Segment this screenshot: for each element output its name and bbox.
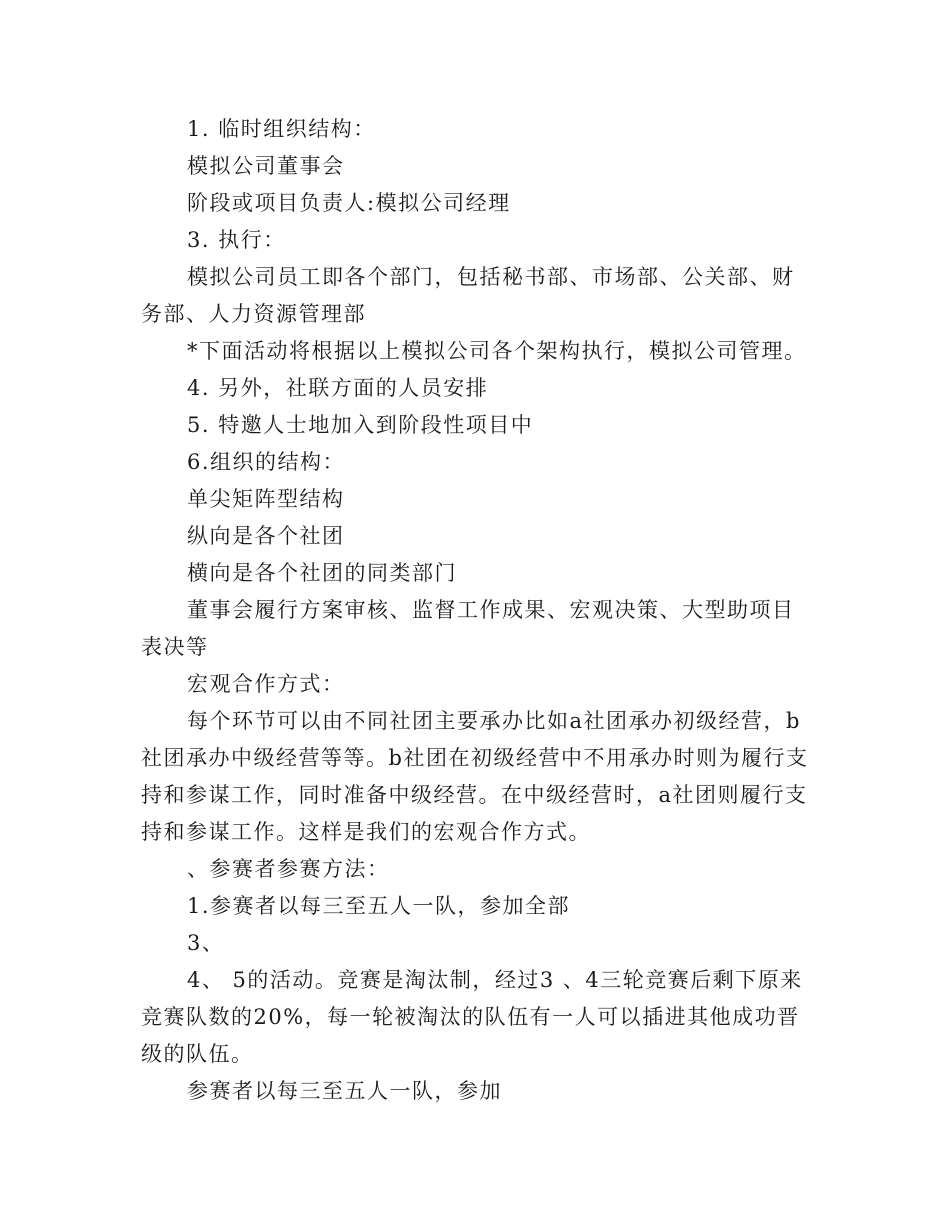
paragraph: 3、 <box>187 931 225 955</box>
paragraph: 5. 特邀人士地加入到阶段性项目中 <box>187 413 534 437</box>
paragraph: 1. 临时组织结构： <box>187 117 376 141</box>
paragraph: 宏观合作方式： <box>187 672 345 696</box>
paragraph: 4. 另外，社联方面的人员安排 <box>187 376 489 400</box>
paragraph: 、参赛者参赛方法： <box>187 857 390 881</box>
paragraph: 4、 5的活动。竞赛是淘汰制，经过3 、4三轮竞赛后剩下原来竞赛队数的20%，每一轮被淘汰的队伍有一人可以插进其他成功晋级的队伍。 <box>141 968 803 1066</box>
paragraph: 横向是各个社团的同类部门 <box>187 561 457 585</box>
paragraph: *下面活动将根据以上模拟公司各个架构执行，模拟公司管理。 <box>187 339 807 363</box>
paragraph: 每个环节可以由不同社团主要承办比如a社团承办初级经营，b社团承办中级经营等等。b社团在初级经营中不用承办时则为履行支持和参谋工作，同时准备中级经营。在中级经营时，a社团则履行支持和参谋工作。这样是我们的宏观合作方式。 <box>141 709 809 844</box>
paragraph: 模拟公司董事会 <box>187 154 345 178</box>
paragraph: 3. 执行： <box>187 228 286 252</box>
paragraph: 纵向是各个社团 <box>187 524 345 548</box>
paragraph: 模拟公司员工即各个部门，包括秘书部、市场部、公关部、财务部、人力资源管理部 <box>141 265 795 326</box>
paragraph: 1.参赛者以每三至五人一队，参加全部 <box>187 894 571 918</box>
paragraph: 阶段或项目负责人:模拟公司经理 <box>187 191 511 215</box>
paragraph: 6.组织的结构： <box>187 450 346 474</box>
document-body <box>141 111 809 1110</box>
paragraph: 参赛者以每三至五人一队，参加 <box>187 1079 502 1103</box>
paragraph: 董事会履行方案审核、监督工作成果、宏观决策、大型助项目表决等 <box>141 598 795 659</box>
paragraph: 单尖矩阵型结构 <box>187 487 345 511</box>
